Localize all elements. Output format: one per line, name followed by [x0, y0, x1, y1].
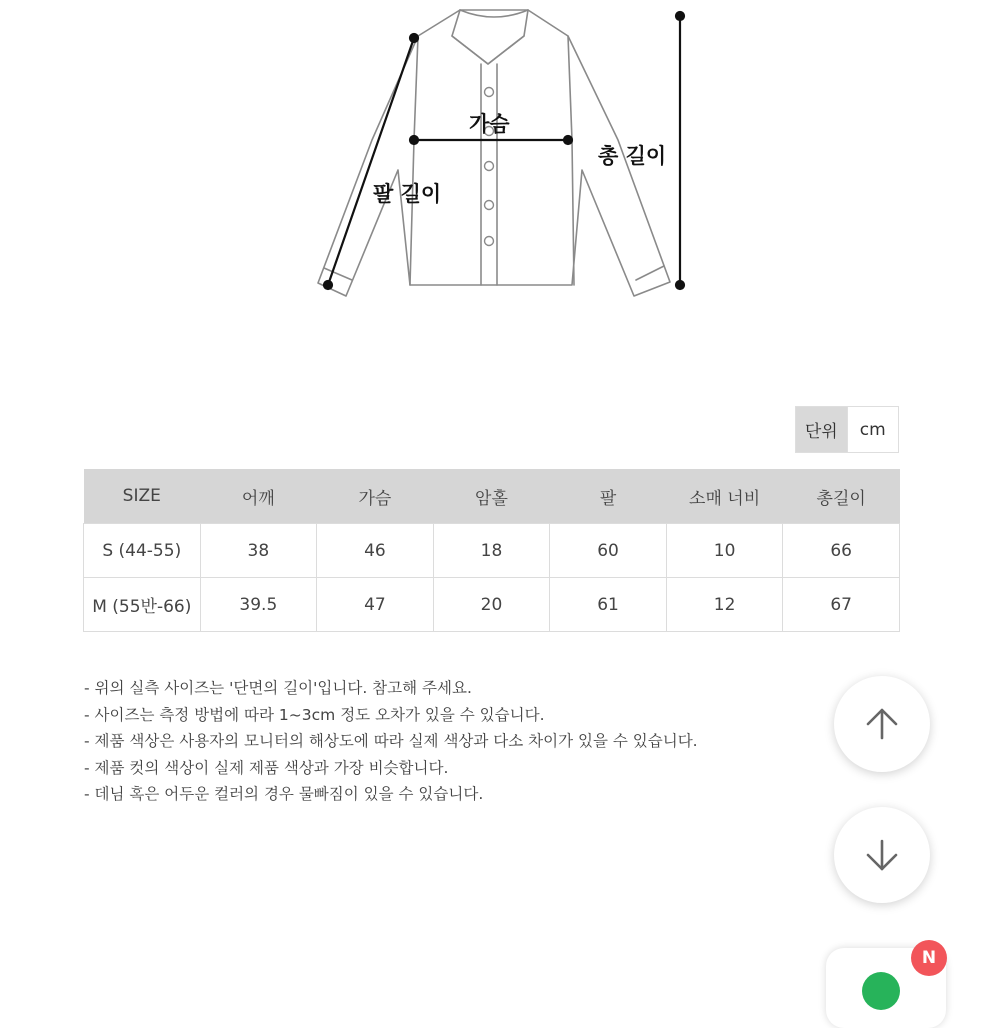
unit-toggle[interactable] — [795, 406, 899, 453]
table-cell: 66 — [783, 524, 900, 578]
unit-value[interactable]: cm — [847, 407, 899, 452]
table-cell: M (55반-66) — [84, 578, 201, 632]
arm-length-label: 팔 길이 — [373, 182, 442, 206]
table-cell: 46 — [317, 524, 434, 578]
header-total-length: 총길이 — [783, 469, 900, 524]
table-cell: 10 — [666, 524, 783, 578]
header-shoulder: 어깨 — [200, 469, 317, 524]
table-cell: 39.5 — [200, 578, 317, 632]
note-item: - 사이즈는 측정 방법에 따라 1~3cm 정도 오차가 있을 수 있습니다. — [84, 705, 545, 724]
table-cell: 61 — [550, 578, 667, 632]
unit-label: 단위 — [796, 407, 847, 452]
header-chest: 가슴 — [317, 469, 434, 524]
table-cell: 67 — [783, 578, 900, 632]
table-row — [84, 578, 900, 632]
table-header-row — [84, 469, 900, 524]
scroll-bottom-button[interactable] — [834, 807, 930, 903]
header-armhole: 암홀 — [433, 469, 550, 524]
note-item: - 제품 색상은 사용자의 모니터의 해상도에 따라 실제 색상과 다소 차이가 있을 수 있습니다. — [84, 732, 698, 750]
note-item: - 위의 실측 사이즈는 '단면의 길이'입니다. 참고해 주세요. — [84, 679, 472, 697]
total-length-label: 총 길이 — [598, 144, 667, 168]
arrow-down-icon — [862, 835, 902, 875]
size-table — [83, 469, 900, 632]
table-cell: 38 — [200, 524, 317, 578]
note-item: - 제품 컷의 색상이 실제 제품 색상과 가장 비슷합니다. — [84, 758, 449, 777]
arrow-up-icon — [862, 704, 902, 744]
note-item: - 데님 혹은 어두운 컬러의 경우 물빠짐이 있을 수 있습니다. — [84, 785, 484, 803]
scroll-top-button[interactable] — [834, 676, 930, 772]
table-cell: 20 — [433, 578, 550, 632]
table-cell: 18 — [433, 524, 550, 578]
header-size: SIZE — [84, 469, 201, 524]
chat-icon — [862, 972, 900, 1010]
chest-label: 가슴 — [469, 112, 510, 136]
size-notes — [84, 675, 698, 808]
measurement-diagram — [0, 0, 983, 320]
shirt-illustration — [0, 0, 983, 320]
header-sleeve-width: 소매 너비 — [666, 469, 783, 524]
table-row — [84, 524, 900, 578]
header-arm: 팔 — [550, 469, 667, 524]
new-badge: N — [911, 940, 947, 976]
table-cell: 60 — [550, 524, 667, 578]
table-cell: 12 — [666, 578, 783, 632]
table-cell: S (44-55) — [84, 524, 201, 578]
table-cell: 47 — [317, 578, 434, 632]
